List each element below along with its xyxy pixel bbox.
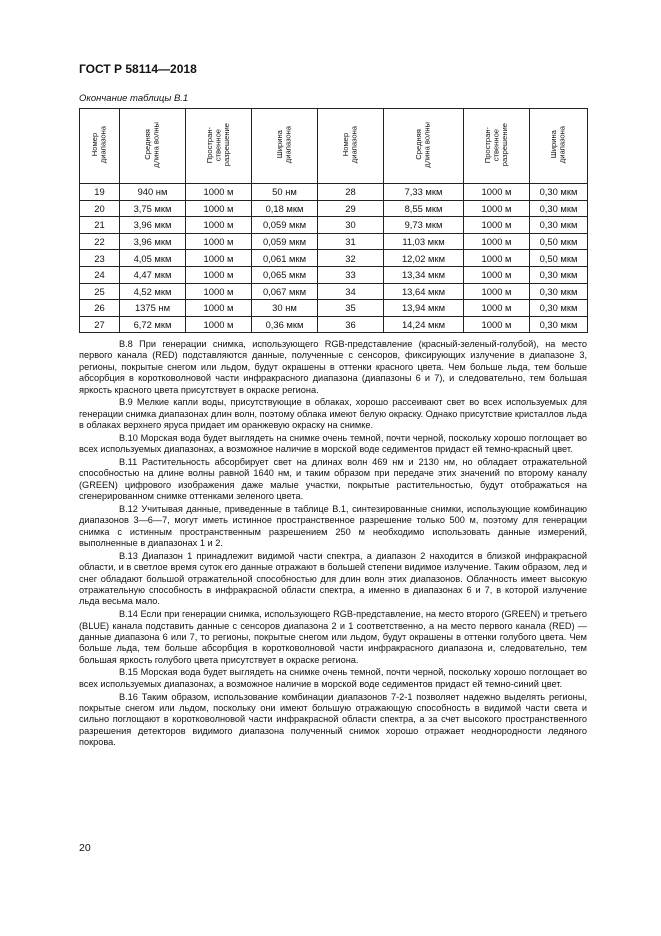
table-cell: 28 [318,184,384,201]
table-cell: 13,34 мкм [384,266,464,283]
document-header: ГОСТ Р 58114—2018 [79,62,197,76]
table-row [80,266,588,283]
table-row [80,200,588,217]
table-cell: 0,50 мкм [530,233,588,250]
table-caption: Окончание таблицы В.1 [79,93,189,104]
table-cell: 0,18 мкм [252,200,318,217]
table-cell: 26 [80,300,120,317]
table-cell: 0,36 мкм [252,316,318,333]
table-cell: 11,03 мкм [384,233,464,250]
table-cell: 0,059 мкм [252,217,318,234]
table-cell: 1000 м [186,283,252,300]
page-number: 20 [79,842,91,854]
table-cell: 1000 м [464,217,530,234]
body-text [79,339,587,750]
paragraph: В.11 Растительность абсорбирует свет на длинах волн 469 нм и 2130 нм, но обладает отражательной способностью на длине волны равной 1640 нм, и таким образом при передаче этих значений по второму каналу (GREEN) цифрового изображения даже малые участки, покрытые растительностью, будут отображаться на сгенерированном снимке оттенками зеленого цвета. [79,456,587,502]
table-cell: 0,30 мкм [530,316,588,333]
table-row [80,217,588,234]
table-cell: 1000 м [464,184,530,201]
header-resolution: Простран- ственное разрешение [186,109,252,184]
table-cell: 0,30 мкм [530,283,588,300]
table-cell: 1375 нм [120,300,186,317]
table-cell: 0,30 мкм [530,266,588,283]
paragraph: В.12 Учитывая данные, приведенные в таблице В.1, синтезированные снимки, использующие комбинацию диапазонов 3—6—7, могут иметь истинное пространственное разрешение только 500 м, поэтому для генерации снимка с истинным пространственным разрешением 250 м необходимо использовать данные измерений, выполненные в диапазонах 1 и 2. [79,503,587,549]
table-cell: 36 [318,316,384,333]
paragraph: В.15 Морская вода будет выглядеть на снимке очень темной, почти черной, поскольку хорошо поглощает во всех используемых диапазонах, а возможное наличие в морской воде седиментов придаст ей темно-синий цвет. [79,667,587,689]
table-cell: 1000 м [186,233,252,250]
paragraph: В.13 Диапазон 1 принадлежит видимой части спектра, а диапазон 2 находится в близкой инфракрасной области, и в светлое время суток его данные отражают в большей степени видимое излучение. Таким образом, лед и снег обладают большой отражательной способностью для длин волн этих диапазонов. Облачность имеет высокую отражательную способность в инфракрасной области спектра, а именно в диапазонах 6 и 7, в которой излучение льда весьма мало. [79,550,587,607]
table-cell: 1000 м [186,200,252,217]
table-cell: 4,05 мкм [120,250,186,267]
table-row [80,184,588,201]
table-cell: 4,52 мкм [120,283,186,300]
header-resolution-2: Простран- ственное разрешение [464,109,530,184]
table-cell: 3,96 мкм [120,233,186,250]
table-cell: 35 [318,300,384,317]
table-cell: 1000 м [464,200,530,217]
table-cell: 14,24 мкм [384,316,464,333]
table-cell: 4,47 мкм [120,266,186,283]
table-cell: 33 [318,266,384,283]
table-cell: 20 [80,200,120,217]
table-cell: 1000 м [186,217,252,234]
table-row [80,233,588,250]
table-cell: 21 [80,217,120,234]
band-table [79,108,588,333]
table-cell: 1000 м [464,250,530,267]
table-cell: 0,30 мкм [530,300,588,317]
header-bandwidth: Ширина диапазона [252,109,318,184]
table-cell: 30 нм [252,300,318,317]
paragraph: В.16 Таким образом, использование комбинации диапазонов 7-2-1 позволяет надежно выделять регионы, покрытые снегом или льдом, поскольку они имеют большую отражающую способность в видимой части света и сильно поглощают в коротковолновой части инфракрасной области спектра, а за счет высокого пространственного разрешения детекторов видимого диапазона полученный снимок хорошо отражает неоднородности ледяного покрова. [79,691,587,748]
table-cell: 1000 м [186,316,252,333]
table-cell: 0,067 мкм [252,283,318,300]
header-band-number-2: Номер диапазона [318,109,384,184]
table-cell: 0,30 мкм [530,184,588,201]
table-cell: 23 [80,250,120,267]
table-cell: 0,065 мкм [252,266,318,283]
table-cell: 1000 м [186,184,252,201]
table-cell: 19 [80,184,120,201]
table-cell: 1000 м [464,283,530,300]
table-cell: 13,94 мкм [384,300,464,317]
table-cell: 12,02 мкм [384,250,464,267]
table-header-row [80,109,588,184]
table-cell: 22 [80,233,120,250]
table-row [80,316,588,333]
paragraph: В.8 При генерации снимка, использующего RGB-представление (красный-зеленый-голубой), на место первого канала (RED) подставляются данные, полученные с сенсоров, фиксирующих излучение в диапазоне 3, регионы, покрытые снегом или льдом, будут окрашены в оттенки красного цвета. Чем больше льда, тем больше абсорбция в коротковолновой части инфракрасного диапазона (диапазоны 6 и 7), и следовательно, тем большая яркость красного цвета присутствует в окраске региона. [79,339,587,395]
table-cell: 0,061 мкм [252,250,318,267]
table-cell: 3,75 мкм [120,200,186,217]
table-cell: 1000 м [464,266,530,283]
table-cell: 1000 м [464,233,530,250]
table-row [80,300,588,317]
header-bandwidth-2: Ширина диапазона [530,109,588,184]
table-cell: 1000 м [464,300,530,317]
table-cell: 7,33 мкм [384,184,464,201]
table-cell: 27 [80,316,120,333]
paragraph: В.9 Мелкие капли воды, присутствующие в облаках, хорошо рассеивают свет во всех используемых для генерации снимка диапазонах длин волн, поэтому облака имеют белую окраску. Однако присутствие кристаллов льда в облаках верхнего яруса придает им оранжевую окраску на снимке. [79,397,587,431]
table-row [80,283,588,300]
table-cell: 29 [318,200,384,217]
header-band-number: Номер диапазона [80,109,120,184]
table-cell: 24 [80,266,120,283]
header-wavelength-2: Средняя длина волны [384,109,464,184]
table-cell: 31 [318,233,384,250]
table-cell: 0,059 мкм [252,233,318,250]
table-cell: 50 нм [252,184,318,201]
table-cell: 940 нм [120,184,186,201]
table-cell: 25 [80,283,120,300]
table-body [80,184,588,333]
table-cell: 30 [318,217,384,234]
table-cell: 1000 м [186,250,252,267]
table-cell: 9,73 мкм [384,217,464,234]
table-cell: 0,30 мкм [530,217,588,234]
table-cell: 1000 м [186,300,252,317]
table-cell: 0,30 мкм [530,200,588,217]
table-cell: 34 [318,283,384,300]
table-cell: 0,50 мкм [530,250,588,267]
table-cell: 32 [318,250,384,267]
paragraph: В.14 Если при генерации снимка, использующего RGB-представление, на место второго (GREEN) и третьего (BLUE) канала подставить данные с сенсоров диапазона 2 и 1 соответственно, а на место первого канала (RED) — данные диапазона 6 или 7, то регионы, покрытые снегом или льдом, будут окрашены в оттенки голубого цвета. Чем больше льда, тем больше абсорбция в коротковолновой части инфракрасного диапазона и, следовательно, тем большая яркость голубого цвета присутствует в окраске региона. [79,609,587,665]
header-wavelength: Средняя длина волны [120,109,186,184]
table-cell: 1000 м [464,316,530,333]
table-row [80,250,588,267]
table-cell: 8,55 мкм [384,200,464,217]
paragraph: В.10 Морская вода будет выглядеть на снимке очень темной, почти черной, поскольку хорошо поглощает во всех используемых диапазонах, а возможное наличие в морской воде седиментов придаст ей темно-красный цвет. [79,432,587,455]
table-cell: 1000 м [186,266,252,283]
table-cell: 6,72 мкм [120,316,186,333]
table-cell: 3,96 мкм [120,217,186,234]
table-cell: 13,64 мкм [384,283,464,300]
